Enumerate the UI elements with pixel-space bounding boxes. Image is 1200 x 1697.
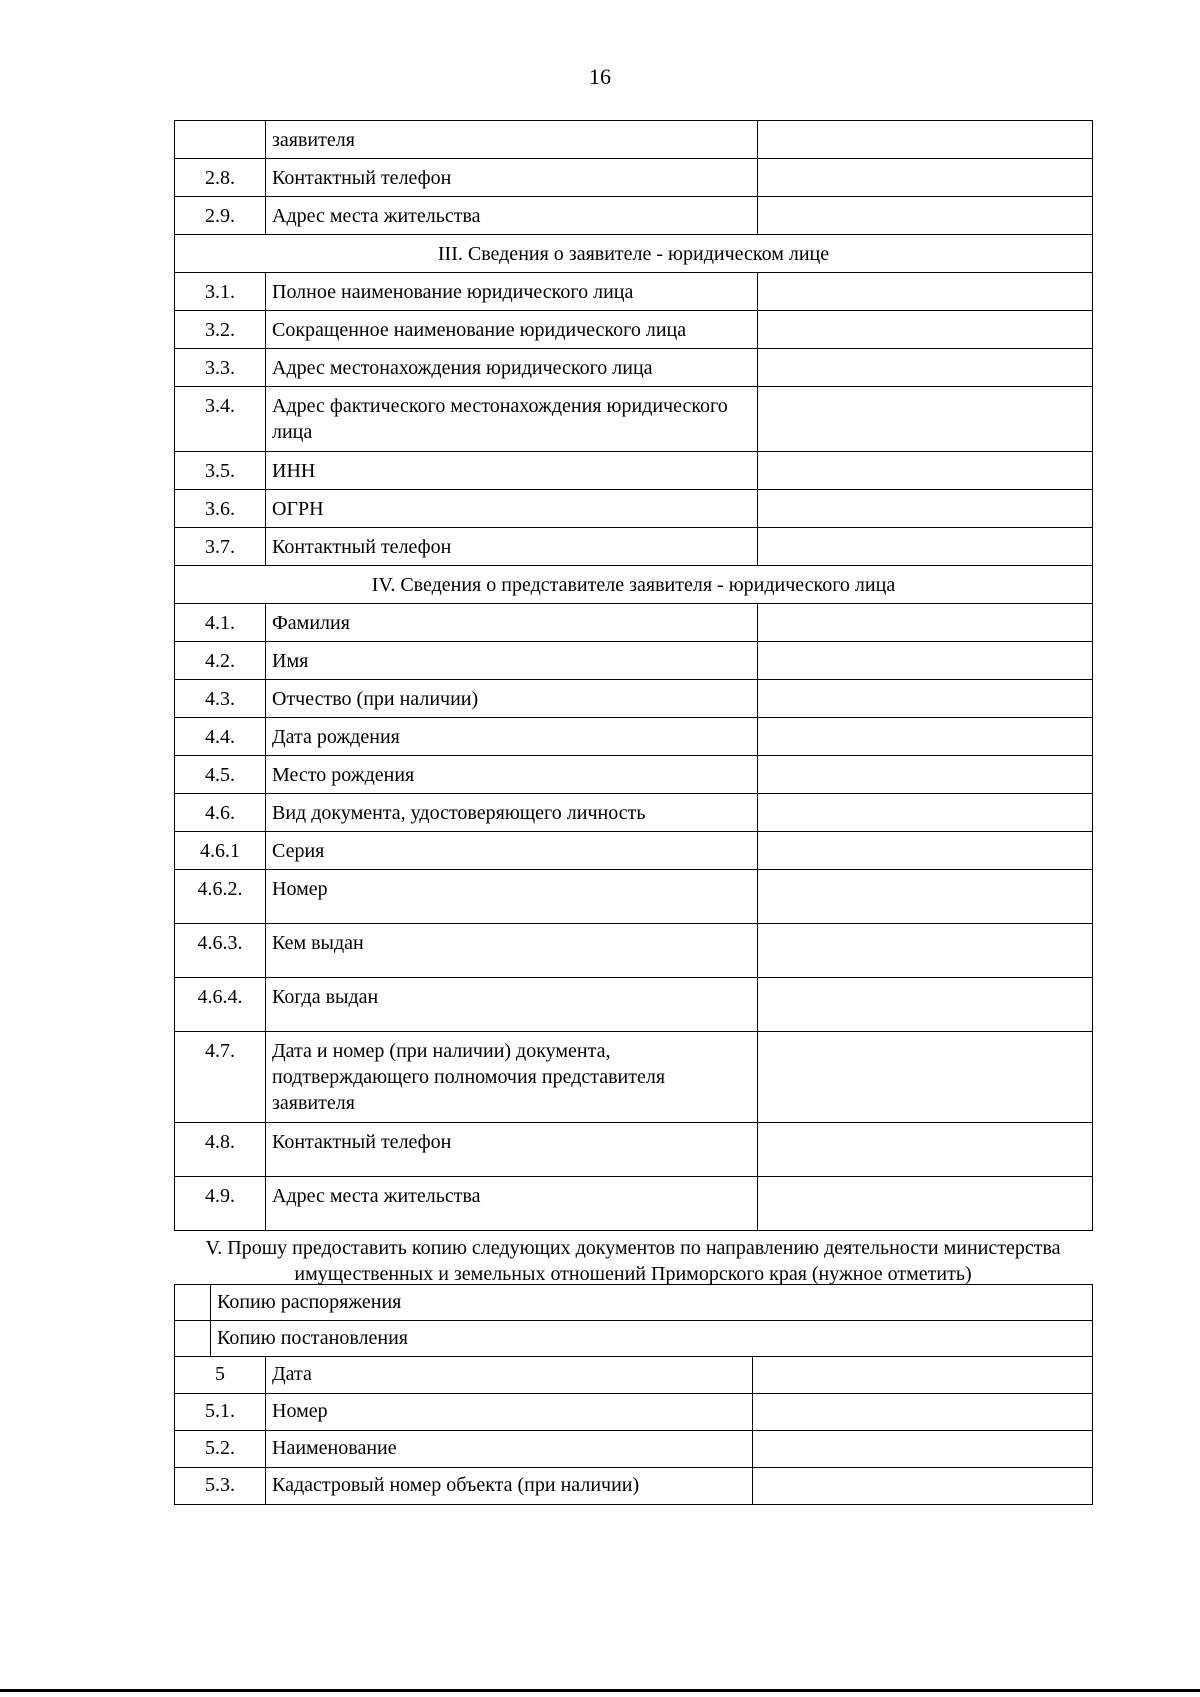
- table-row: [175, 1032, 1093, 1123]
- value-field[interactable]: [753, 1468, 1093, 1505]
- table-row: [175, 604, 1093, 642]
- table-row: [175, 452, 1093, 490]
- row-number: 2.9.: [175, 197, 266, 235]
- row-label: Дата рождения: [266, 718, 758, 756]
- row-label: Серия: [266, 832, 758, 870]
- value-field[interactable]: [753, 1394, 1093, 1431]
- row-label: Отчество (при наличии): [266, 680, 758, 718]
- row-label: Адрес фактического местонахождения юридического лица: [266, 387, 758, 452]
- table-row: [175, 680, 1093, 718]
- table-row: [175, 832, 1093, 870]
- row-number: 3.6.: [175, 490, 266, 528]
- row-number: 4.4.: [175, 718, 266, 756]
- row-label: Имя: [266, 642, 758, 680]
- row-label: Адрес места жительства: [266, 1177, 758, 1231]
- table-row: [175, 273, 1093, 311]
- table-row: [175, 642, 1093, 680]
- value-field[interactable]: [758, 159, 1093, 197]
- value-field[interactable]: [758, 311, 1093, 349]
- row-label: Контактный телефон: [266, 1123, 758, 1177]
- section-v-heading: V. Прошу предоставить копию следующих документов по направлению деятельности министерства имущественных и земельных отношений Приморского края (нужное отметить): [205, 1237, 1061, 1285]
- row-number: 4.1.: [175, 604, 266, 642]
- value-field[interactable]: [758, 452, 1093, 490]
- row-label: Наименование: [266, 1431, 753, 1468]
- row-label: Кадастровый номер объекта (при наличии): [266, 1468, 753, 1505]
- row-number: 4.9.: [175, 1177, 266, 1231]
- row-label: Фамилия: [266, 604, 758, 642]
- documents-request-table: [174, 1284, 1093, 1505]
- table-row: [175, 718, 1093, 756]
- row-number: 3.4.: [175, 387, 266, 452]
- value-field[interactable]: [758, 1177, 1093, 1231]
- value-field[interactable]: [758, 197, 1093, 235]
- row-number: 3.2.: [175, 311, 266, 349]
- row-number: 5: [175, 1357, 266, 1394]
- table-row: [175, 387, 1093, 452]
- row-label: Номер: [266, 1394, 753, 1431]
- table-row: [175, 870, 1093, 924]
- row-number: 4.7.: [175, 1032, 266, 1123]
- row-number: [175, 121, 266, 159]
- table-row: [175, 159, 1093, 197]
- row-label: Кем выдан: [266, 924, 758, 978]
- row-label: Контактный телефон: [266, 528, 758, 566]
- value-field[interactable]: [758, 832, 1093, 870]
- value-field[interactable]: [758, 1123, 1093, 1177]
- row-number: 3.1.: [175, 273, 266, 311]
- row-label: Номер: [266, 870, 758, 924]
- row-number: 4.6.3.: [175, 924, 266, 978]
- value-field[interactable]: [758, 924, 1093, 978]
- value-field[interactable]: [758, 528, 1093, 566]
- bottom-rule: [0, 1689, 1200, 1692]
- value-field[interactable]: [758, 490, 1093, 528]
- row-number: 4.3.: [175, 680, 266, 718]
- row-label: ИНН: [266, 452, 758, 490]
- value-field[interactable]: [758, 680, 1093, 718]
- value-field[interactable]: [758, 273, 1093, 311]
- document-option-row: [175, 1321, 1093, 1357]
- option-checkbox[interactable]: [175, 1321, 211, 1357]
- section-title: IV. Сведения о представителе заявителя - юридического лица: [175, 566, 1093, 604]
- row-label: заявителя: [266, 121, 758, 159]
- table-row: [175, 490, 1093, 528]
- value-field[interactable]: [758, 978, 1093, 1032]
- row-label: Вид документа, удостоверяющего личность: [266, 794, 758, 832]
- table-row: [175, 1468, 1093, 1505]
- row-number: 3.5.: [175, 452, 266, 490]
- row-number: 3.7.: [175, 528, 266, 566]
- row-number: 4.6.: [175, 794, 266, 832]
- row-number: 4.6.4.: [175, 978, 266, 1032]
- row-label: Контактный телефон: [266, 159, 758, 197]
- value-field[interactable]: [758, 349, 1093, 387]
- table-row: [175, 311, 1093, 349]
- row-number: 3.3.: [175, 349, 266, 387]
- value-field[interactable]: [758, 121, 1093, 159]
- value-field[interactable]: [758, 642, 1093, 680]
- row-number: 4.2.: [175, 642, 266, 680]
- row-number: 4.6.1: [175, 832, 266, 870]
- table-row: [175, 1394, 1093, 1431]
- table-row: [175, 1177, 1093, 1231]
- value-field[interactable]: [758, 387, 1093, 452]
- value-field[interactable]: [758, 604, 1093, 642]
- value-field[interactable]: [758, 794, 1093, 832]
- section-header-row: [175, 235, 1093, 273]
- row-number: 4.8.: [175, 1123, 266, 1177]
- table-row: [175, 121, 1093, 159]
- value-field[interactable]: [753, 1357, 1093, 1394]
- section-title: III. Сведения о заявителе - юридическом лице: [175, 235, 1093, 273]
- table-row: [175, 349, 1093, 387]
- row-number: 5.1.: [175, 1394, 266, 1431]
- table-row: [175, 528, 1093, 566]
- table-row: [175, 197, 1093, 235]
- row-label: Сокращенное наименование юридического лица: [266, 311, 758, 349]
- table-row: [175, 1123, 1093, 1177]
- page-number: 16: [589, 64, 611, 89]
- table-row: [175, 1431, 1093, 1468]
- row-number: 4.6.2.: [175, 870, 266, 924]
- row-label: Дата и номер (при наличии) документа, подтверждающего полномочия представителя заявителя: [266, 1032, 758, 1123]
- value-field[interactable]: [753, 1431, 1093, 1468]
- option-label: Копию распоряжения: [211, 1285, 1093, 1321]
- value-field[interactable]: [758, 1032, 1093, 1123]
- table-row: [175, 978, 1093, 1032]
- row-label: ОГРН: [266, 490, 758, 528]
- row-label: Место рождения: [266, 756, 758, 794]
- document-option-row: [175, 1285, 1093, 1321]
- row-label: Дата: [266, 1357, 753, 1394]
- applicant-info-table: [174, 120, 1093, 1231]
- table-row: [175, 794, 1093, 832]
- row-number: 4.5.: [175, 756, 266, 794]
- value-field[interactable]: [758, 870, 1093, 924]
- option-label: Копию постановления: [211, 1321, 1093, 1357]
- table-row: [175, 1357, 1093, 1394]
- row-label: Адрес места жительства: [266, 197, 758, 235]
- table-row: [175, 756, 1093, 794]
- table-row: [175, 924, 1093, 978]
- row-number: 2.8.: [175, 159, 266, 197]
- row-label: Когда выдан: [266, 978, 758, 1032]
- row-number: 5.2.: [175, 1431, 266, 1468]
- option-checkbox[interactable]: [175, 1285, 211, 1321]
- value-field[interactable]: [758, 756, 1093, 794]
- row-label: Полное наименование юридического лица: [266, 273, 758, 311]
- section-header-row: [175, 566, 1093, 604]
- row-label: Адрес местонахождения юридического лица: [266, 349, 758, 387]
- value-field[interactable]: [758, 718, 1093, 756]
- row-number: 5.3.: [175, 1468, 266, 1505]
